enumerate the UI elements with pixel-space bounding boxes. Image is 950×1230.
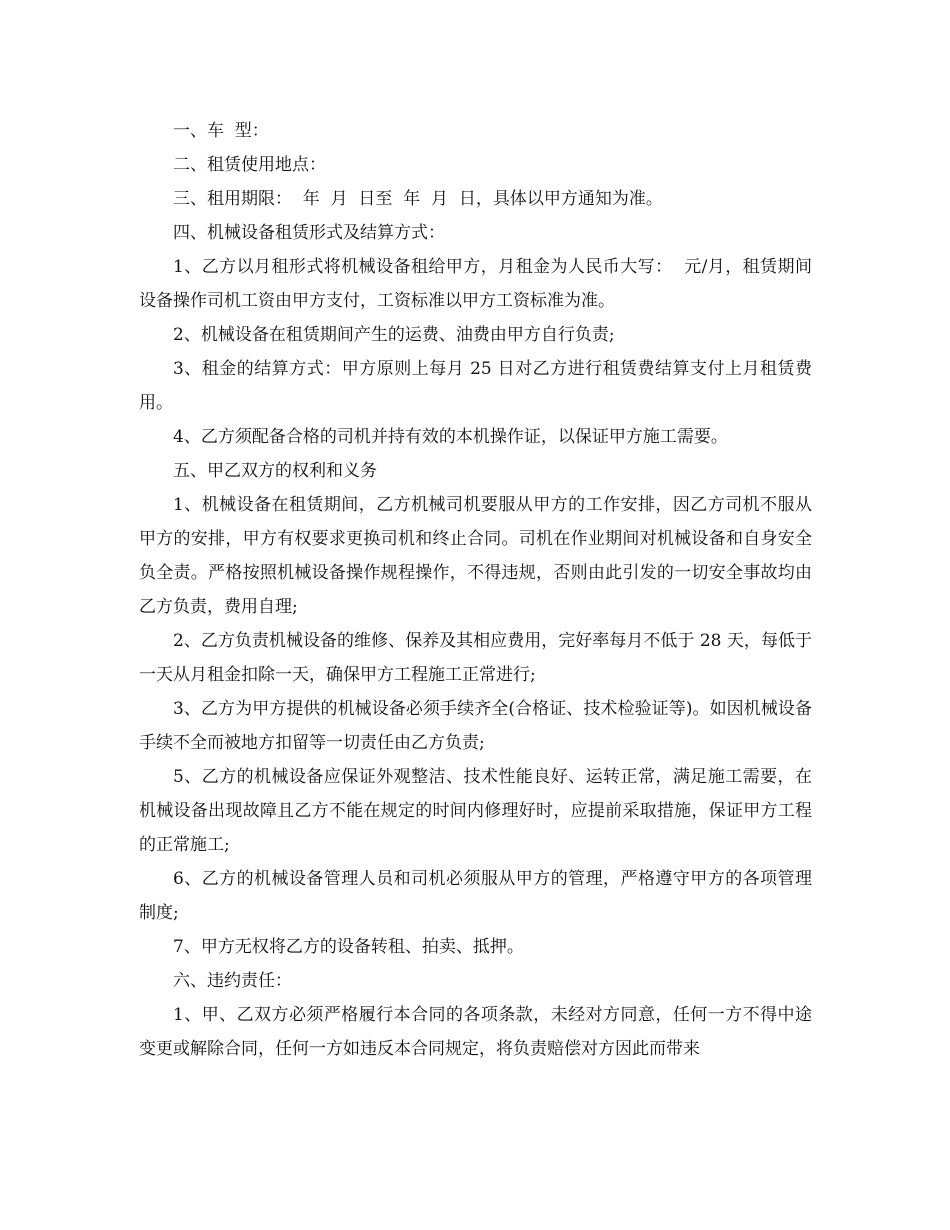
clause-monthly-rent: 1、乙方以月租形式将机械设备租给甲方，月租金为人民币大写： 元/月，租赁期间设备操作司机工资由甲方支付，工资标准以甲方工资标准为准。 (139, 257, 812, 311)
clause-settlement: 3、租金的结算方式：甲方原则上每月 25 日对乙方进行租赁费结算支付上月租赁费用。 (139, 359, 812, 413)
clause-documents: 3、乙方为甲方提供的机械设备必须手续齐全(合格证、技术检验证等)。如因机械设备手续不全而被地方扣留等一切责任由乙方负责; (139, 699, 812, 753)
contract-body (139, 114, 812, 1066)
clause-freight-fuel: 2、机械设备在租赁期间产生的运费、油费由甲方自行负责; (173, 325, 615, 345)
section-rental-location: 二、租赁使用地点： (173, 155, 326, 175)
clause-maintenance: 2、乙方负责机械设备的维修、保养及其相应费用，完好率每月不低于 28 天，每低于一天从月租金扣除一天，确保甲方工程施工正常进行; (139, 631, 812, 685)
clause-management: 6、乙方的机械设备管理人员和司机必须服从甲方的管理，严格遵守甲方的各项管理制度; (139, 869, 812, 923)
clause-driver-obedience: 1、机械设备在租赁期间，乙方机械司机要服从甲方的工作安排，因乙方司机不服从甲方的安排，甲方有权要求更换司机和终止合同。司机在作业期间对机械设备和自身安全负全责。严格按照机械设备操作规程操作，不得违规，否则由此引发的一切安全事故均由乙方负责，费用自理; (139, 495, 812, 617)
section-rights-obligations-heading: 五、甲乙双方的权利和义务 (173, 461, 377, 481)
section-vehicle-type: 一、车 型： (173, 121, 269, 141)
clause-equipment-condition: 5、乙方的机械设备应保证外观整洁、技术性能良好、运转正常，满足施工需要，在机械设备出现故障且乙方不能在规定的时间内修理好时，应提前采取措施，保证甲方工程的正常施工; (139, 767, 812, 855)
section-rental-form-heading: 四、机械设备租赁形式及结算方式： (173, 223, 445, 243)
section-rental-period: 三、租用期限： 年 月 日至 年 月 日，具体以甲方通知为准。 (173, 189, 663, 209)
section-breach-heading: 六、违约责任： (173, 971, 292, 991)
clause-breach-liability: 1、甲、乙双方必须严格履行本合同的各项条款，未经对方同意，任何一方不得中途变更或解除合同，任何一方如违反本合同规定，将负责赔偿对方因此而带来 (139, 1005, 812, 1059)
clause-qualified-driver: 4、乙方须配备合格的司机并持有效的本机操作证，以保证甲方施工需要。 (173, 427, 728, 447)
clause-no-sublease: 7、甲方无权将乙方的设备转租、拍卖、抵押。 (173, 937, 524, 957)
